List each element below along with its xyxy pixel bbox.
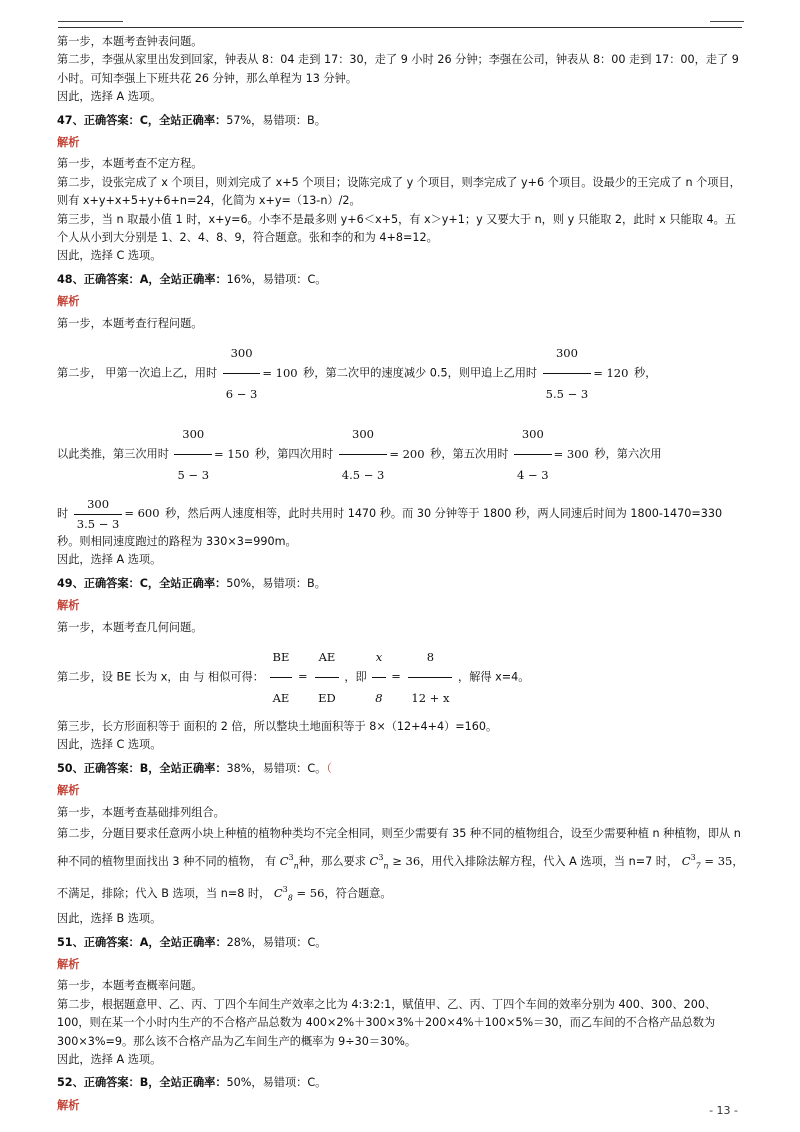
header-rule xyxy=(58,27,742,28)
q47-step3: 第三步，当 n 取最小值 1 时，x+y=6。小李不是最多则 y+6＜x+5，有 x＞y+1；y 又要大于 n，则 y 只能取 2，此时 x 只能取 4。五个人从小到大分别是 1、2、4、8、9，符合题意。张和李的和为 4+8=12。 xyxy=(57,212,736,245)
fraction-6-value: = 600 xyxy=(124,506,160,520)
q49-text-a: 第二步，设 BE 长为 x，由 与 相似可得： xyxy=(57,670,264,684)
equals-sign-1: = xyxy=(297,669,308,684)
q49-analysis-heading: 解析 xyxy=(57,599,80,613)
combination-1: $C^3_n$ xyxy=(279,852,299,871)
q50-stray-mark: （ xyxy=(326,761,332,775)
q49-step1: 第一步，本题考查几何问题。 xyxy=(57,620,203,634)
q48-step2-line1 xyxy=(57,333,747,414)
combination-3: $C^3_7 = 35$ xyxy=(681,852,733,871)
q51-analysis-heading: 解析 xyxy=(57,958,80,972)
equals-sign-2: = xyxy=(391,669,401,684)
q51-rate: 28%，易错项：C。 xyxy=(226,935,327,949)
q48-text-f: 秒，第五次用时 xyxy=(430,447,509,461)
page-content xyxy=(57,33,747,1118)
q48-answer-line xyxy=(57,271,747,289)
q52-rate: 50%，易错项：C。 xyxy=(226,1076,327,1090)
q46-step1: 第一步，本题考查钟表问题。 xyxy=(57,35,203,48)
q47-analysis-heading: 解析 xyxy=(57,136,80,150)
q50-rate: 38%，易错项：C。 xyxy=(226,761,327,775)
fraction-1-value: = 100 xyxy=(262,365,298,380)
q49-rate: 50%，易错项：B。 xyxy=(226,576,326,590)
q52-answer: 52、正确答案：B，全站正确率： xyxy=(57,1076,227,1090)
q48-step2-line2 xyxy=(57,414,747,495)
q50-conclusion: 因此，选择 B 选项。 xyxy=(57,912,162,926)
q51-step1: 第一步，本题考查概率问题。 xyxy=(57,979,203,993)
q49-text-b: ，即 xyxy=(344,670,367,684)
q49-conclusion: 因此，选择 C 选项。 xyxy=(57,738,162,752)
q47-rate: 57%，易错项：B。 xyxy=(226,113,326,127)
q48-text-c: 秒， xyxy=(634,366,657,380)
fraction-4: $\frac{300}{4.5 - 3}$ xyxy=(339,414,388,495)
q48-answer: 48、正确答案：A，全站正确率： xyxy=(57,272,227,286)
q51-conclusion: 因此，选择 A 选项。 xyxy=(57,1053,162,1067)
q48-analysis-heading: 解析 xyxy=(57,295,80,309)
fraction-2: $\frac{300}{5.5 - 3}$ xyxy=(543,333,592,414)
q47-answer-line xyxy=(57,112,747,130)
q51-step2: 第二步，根据题意甲、乙、丙、丁四个车间生产效率之比为 4:3:2:1，赋值甲、乙、丙、丁四个车间的效率分别为 400、300、200、100，则在某一个小时内生产的不合格产品总数为 400×2%＋300×3%＋200×4%＋100×5%＝30，而乙车间的不合格产品总数为 300×3%=9。那么该不合格产品为乙车间生产的概率为 9÷30＝30%。 xyxy=(57,997,717,1048)
q49-step2 xyxy=(57,637,747,718)
fraction-1: $\frac{300}{6 - 3}$ xyxy=(223,333,261,414)
q47-conclusion: 因此，选择 C 选项。 xyxy=(57,249,162,263)
fraction-be-ae: $\frac{BE}{AE}$ xyxy=(270,637,293,718)
q48-rate: 16%，易错项：C。 xyxy=(226,272,327,286)
fraction-x-8: $\frac{x}{8}$ xyxy=(372,637,385,718)
q50-answer-line xyxy=(57,760,747,778)
q50-step1: 第一步，本题考查基础排列组合。 xyxy=(57,805,225,819)
fraction-2-value: = 120 xyxy=(593,365,629,380)
fraction-3-value: = 150 xyxy=(214,446,250,461)
q49-answer: 49、正确答案：C，全站正确率： xyxy=(57,576,227,590)
fraction-ae-ed: $\frac{AE}{ED}$ xyxy=(315,637,339,718)
page-number: - 13 - xyxy=(709,1104,738,1117)
q50-answer: 50、正确答案：B，全站正确率： xyxy=(57,761,227,775)
q50-step2 xyxy=(57,822,747,910)
q47-answer: 47、正确答案：C，全站正确率： xyxy=(57,113,227,127)
q48-text-i: 秒，然后两人速度相等，此时共用时 1470 秒。而 30 分钟等于 1800 秒，两人同速后时间为 1800-1470=330 秒。则相同速度跑过的路程为 330×3=990m。 xyxy=(57,507,723,548)
q51-answer: 51、正确答案：A，全站正确率： xyxy=(57,935,227,949)
q49-text-c: ，解得 x=4。 xyxy=(458,670,530,684)
q50-text-a: 第二步，分题目要求任意两小块上种植的植物种类均不完全相同，则至少需要有 35 种不同的植物组合，设至少需要种植 n 种植物，即从 n 种不同的植物里面找出 3 种不同的植物， 有 xyxy=(57,826,741,868)
q50-text-c: ，用代入排除法解方程，代入 A 选项，当 n=7 时， xyxy=(420,854,679,868)
combination-4: $C^3_8 = 56$ xyxy=(273,885,325,903)
q48-text-b: 秒，第二次甲的速度减少 0.5，则甲追上乙用时 xyxy=(303,366,538,380)
header-rule-left-stub xyxy=(58,21,123,22)
header-rule-right-stub xyxy=(710,21,744,22)
q47-step1: 第一步，本题考查不定方程。 xyxy=(57,157,203,171)
q50-analysis-heading: 解析 xyxy=(57,784,80,798)
fraction-6: $\frac{300}{3.5 - 3}$ xyxy=(74,495,123,533)
q47-step2: 第二步，设张完成了 x 个项目，则刘完成了 x+5 个项目；设陈完成了 y 个项目，则李完成了 y+6 个项目。设最少的王完成了 n 个项目，则有 x+y+x+5+y+6+n=24，化简为 x+y=（13-n）/2。 xyxy=(57,175,741,208)
q52-analysis-heading: 解析 xyxy=(57,1098,80,1112)
q50-text-d: ，不满足，排除；代入 B 选项，当 n=8 时， xyxy=(57,854,744,900)
fraction-8-12x: $\frac{8}{12 + x}$ xyxy=(408,637,452,718)
q48-step1: 第一步，本题考查行程问题。 xyxy=(57,316,203,330)
q46-step2: 第二步，李强从家里出发到回家，钟表从 8：04 走到 17：30，走了 9 小时 26 分钟；李强在公司，钟表从 8：00 走到 17：00，走了 9 小时。可知李强上下班共花 26 分钟，那么单程为 13 分钟。 xyxy=(57,53,739,85)
q52-answer-line xyxy=(57,1074,747,1092)
q50-text-b: 种，那么要求 xyxy=(298,854,366,868)
q48-text-d: 以此类推，第三次用时 xyxy=(57,447,169,461)
combination-2: $C^3_n \ge 36$ xyxy=(369,852,421,871)
q48-text-g: 秒，第六次用 xyxy=(594,447,662,461)
fraction-3: $\frac{300}{5 - 3}$ xyxy=(174,414,212,495)
fraction-5-value: = 300 xyxy=(553,446,589,461)
q50-text-e: ，符合题意。 xyxy=(324,886,392,900)
q48-step2-line3 xyxy=(57,495,747,551)
fraction-5: $\frac{300}{4 - 3}$ xyxy=(514,414,552,495)
q51-answer-line xyxy=(57,934,747,952)
q48-text-a: 第二步， 甲第一次追上乙，用时 xyxy=(57,366,218,380)
q46-conclusion: 因此，选择 A 选项。 xyxy=(57,90,162,104)
q49-step3: 第三步，长方形面积等于 面积的 2 倍，所以整块土地面积等于 8×（12+4+4）=160。 xyxy=(57,719,498,733)
q49-answer-line xyxy=(57,575,747,593)
fraction-4-value: = 200 xyxy=(389,446,425,461)
q48-text-e: 秒，第四次用时 xyxy=(254,447,334,461)
q48-text-h: 时 xyxy=(57,507,69,520)
q48-conclusion: 因此，选择 A 选项。 xyxy=(57,553,162,567)
